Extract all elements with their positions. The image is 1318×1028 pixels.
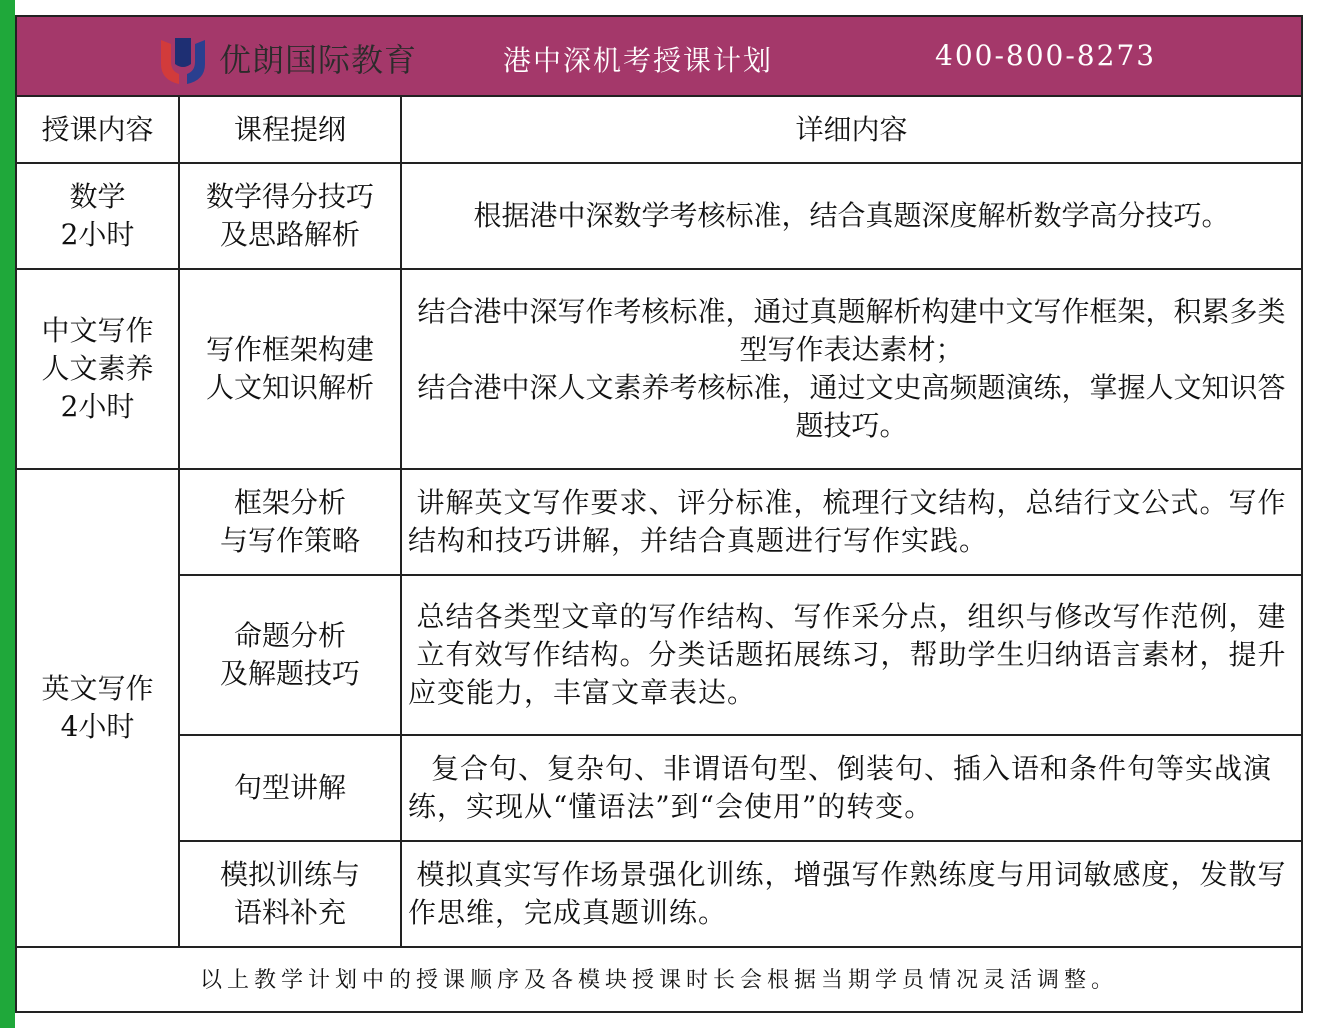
detail-text: 结合港中深写作考核标准，通过真题解析构建中文写作框架，积累多类型写作表达素材； bbox=[417, 295, 1286, 366]
column-header: 详细内容 bbox=[401, 97, 1301, 163]
subject-line: 人文素养 bbox=[41, 352, 154, 385]
detail-cell bbox=[401, 735, 1301, 841]
outline-line: 命题分析 bbox=[233, 619, 346, 652]
subject-cell bbox=[17, 269, 179, 469]
subject-cell bbox=[17, 163, 179, 269]
table-row bbox=[17, 269, 1301, 469]
subject-line: 数学 bbox=[69, 180, 126, 213]
outline-line: 人文知识解析 bbox=[205, 371, 374, 404]
outline-cell bbox=[179, 575, 401, 735]
outline-cell bbox=[179, 163, 401, 269]
left-accent-strip bbox=[0, 0, 15, 1028]
brand-logo-icon bbox=[157, 34, 209, 86]
detail-text: 复合句、复杂句、非谓语句型、倒装句、插入语和条件句等实战演练，实现从“懂语法”到“会使用”的转变。 bbox=[408, 752, 1272, 823]
detail-cell bbox=[401, 575, 1301, 735]
column-header: 授课内容 bbox=[17, 97, 179, 163]
column-header: 课程提纲 bbox=[179, 97, 401, 163]
phone-number: 400-800-8273 bbox=[935, 39, 1157, 72]
table-row bbox=[17, 469, 1301, 575]
subject-cell bbox=[17, 469, 179, 947]
subject-line: 英文写作 bbox=[41, 672, 154, 705]
detail-cell bbox=[401, 469, 1301, 575]
detail-text: 讲解英文写作要求、评分标准，梳理行文结构，总结行文公式。写作结构和技巧讲解，并结合真题进行写作实践。 bbox=[408, 486, 1287, 557]
outline-cell bbox=[179, 469, 401, 575]
footer-note: 以上教学计划中的授课顺序及各模块授课时长会根据当期学员情况灵活调整。 bbox=[199, 967, 1118, 993]
page-title: 港中深机考授课计划 bbox=[503, 44, 774, 77]
detail-cell bbox=[401, 841, 1301, 947]
detail-text: 模拟真实写作场景强化训练，增强写作熟练度与用词敏感度，发散写作思维，完成真题训练。 bbox=[408, 858, 1287, 929]
outline-line: 写作框架构建 bbox=[205, 333, 374, 366]
table-row bbox=[17, 735, 1301, 841]
outline-cell bbox=[179, 841, 401, 947]
outline-line: 框架分析 bbox=[233, 486, 346, 519]
course-plan-sheet bbox=[15, 15, 1303, 1013]
table-header-row bbox=[17, 97, 1301, 163]
subject-line: 4小时 bbox=[60, 710, 135, 743]
outline-line: 句型讲解 bbox=[233, 771, 346, 804]
detail-text: 总结各类型文章的写作结构、写作采分点，组织与修改写作范例，建立有效写作结构。分类话题拓展练习，帮助学生归纳语言素材，提升应变能力，丰富文章表达。 bbox=[408, 600, 1287, 709]
table-row bbox=[17, 163, 1301, 269]
outline-line: 及思路解析 bbox=[219, 218, 360, 251]
detail-cell bbox=[401, 163, 1301, 269]
header-banner bbox=[17, 17, 1301, 97]
detail-text: 根据港中深数学考核标准，结合真题深度解析数学高分技巧。 bbox=[473, 199, 1230, 232]
course-table bbox=[17, 97, 1301, 948]
table-row bbox=[17, 575, 1301, 735]
table-row bbox=[17, 841, 1301, 947]
subject-line: 2小时 bbox=[60, 218, 135, 251]
outline-line: 语料补充 bbox=[233, 896, 346, 929]
outline-line: 模拟训练与 bbox=[219, 858, 360, 891]
subject-line: 中文写作 bbox=[41, 314, 154, 347]
brand-name: 优朗国际教育 bbox=[219, 41, 418, 79]
detail-text: 结合港中深人文素养考核标准，通过文史高频题演练，掌握人文知识答题技巧。 bbox=[417, 371, 1286, 442]
outline-line: 数学得分技巧 bbox=[205, 180, 374, 213]
outline-cell bbox=[179, 269, 401, 469]
outline-line: 与写作策略 bbox=[219, 524, 360, 557]
outline-cell bbox=[179, 735, 401, 841]
outline-line: 及解题技巧 bbox=[219, 657, 360, 690]
subject-line: 2小时 bbox=[60, 390, 135, 423]
detail-cell bbox=[401, 269, 1301, 469]
